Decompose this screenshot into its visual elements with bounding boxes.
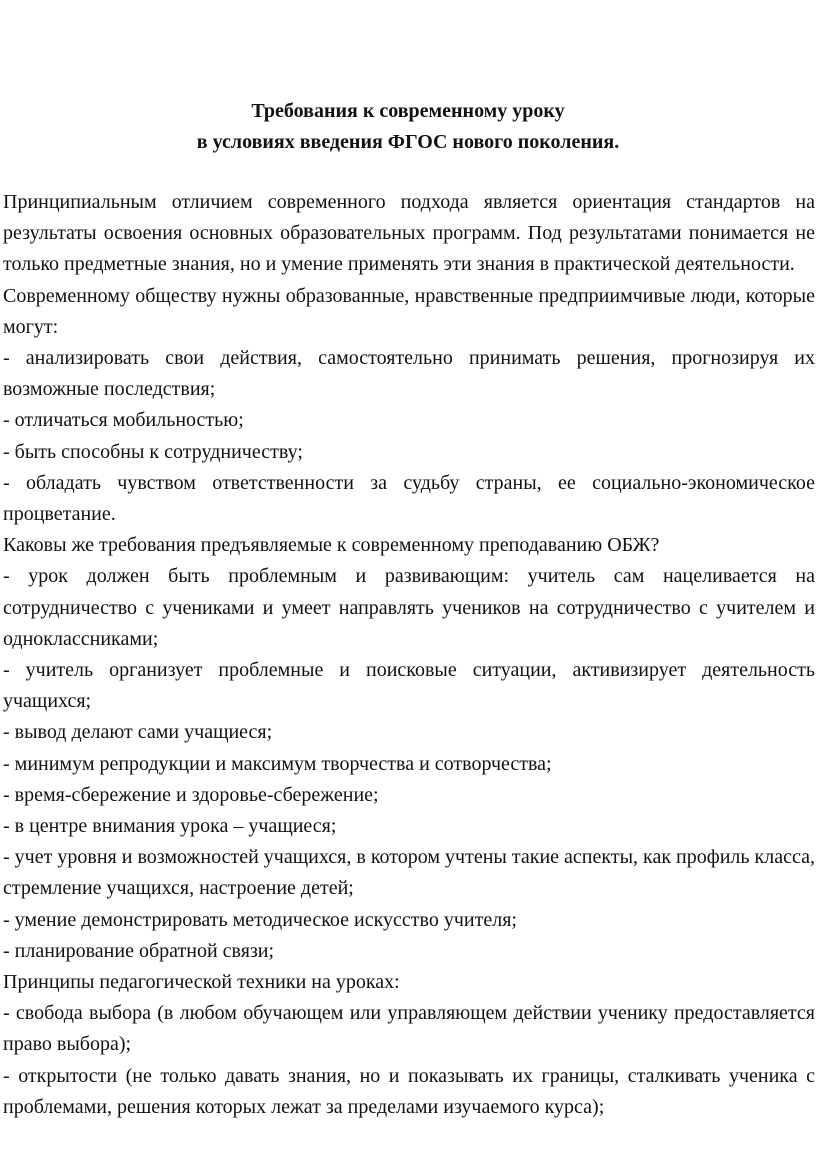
- list-item: - анализировать свои действия, самостоятельно принимать решения, прогнозируя их возможные последствия;: [3, 347, 815, 401]
- list-item: - обладать чувством ответственности за судьбу страны, ее социально-экономическое процветание.: [3, 471, 815, 526]
- list-item: - учитель организует проблемные и поисковые ситуации, активизирует деятельность учащихся;: [3, 659, 815, 713]
- title-line-1: Требования к современному уроку: [251, 100, 565, 122]
- paragraph-society: Современному обществу нужны образованные, нравственные предприимчивые люди, которые могут:: [3, 284, 815, 338]
- paragraph-intro: Принципиальным отличием современного подхода является ориентация стандартов на результаты освоения основных образовательных программ. Под результатами понимается не только предметные знания, но и умение применять эти знания в практической деятельности.: [3, 191, 815, 276]
- list-item: - планирование обратной связи;: [3, 939, 275, 962]
- list-item: - в центре внимания урока – учащиеся;: [3, 815, 337, 838]
- list-item: - быть способны к сотрудничеству;: [3, 440, 303, 463]
- list-item: - открытости (не только давать знания, но и показывать их границы, сталкивать ученика с проблемами, решения которых лежат за пределами изучаемого курса);: [3, 1064, 815, 1118]
- list-item: - вывод делают сами учащиеся;: [3, 721, 273, 744]
- list-item: - умение демонстрировать методическое искусство учителя;: [3, 908, 517, 931]
- list-item: - время-сбережение и здоровье-сбережение;: [3, 783, 379, 806]
- paragraph-requirements-question: Каковы же требования предъявляемые к современному преподаванию ОБЖ?: [3, 534, 660, 557]
- list-item: - минимум репродукции и максимум творчества и сотворчества;: [3, 752, 552, 775]
- paragraph-principles-heading: Принципы педагогической техники на уроках:: [3, 971, 400, 994]
- list-item: - свобода выбора (в любом обучающем или управляющем действии ученику предоставляется право выбора);: [3, 1002, 815, 1056]
- document-body: [3, 187, 815, 1123]
- list-item: - учет уровня и возможностей учащихся, в котором учтены такие аспекты, как профиль класса, стремление учащихся, настроение детей;: [3, 846, 815, 900]
- document-title: [0, 96, 816, 158]
- list-item: - отличаться мобильностью;: [3, 409, 244, 432]
- list-item: - урок должен быть проблемным и развивающим: учитель сам нацеливается на сотрудничество с учениками и умеет направлять учеников на сотрудничество с учителем и одноклассниками;: [3, 565, 815, 650]
- title-line-2: в условиях введения ФГОС нового поколения.: [196, 131, 620, 153]
